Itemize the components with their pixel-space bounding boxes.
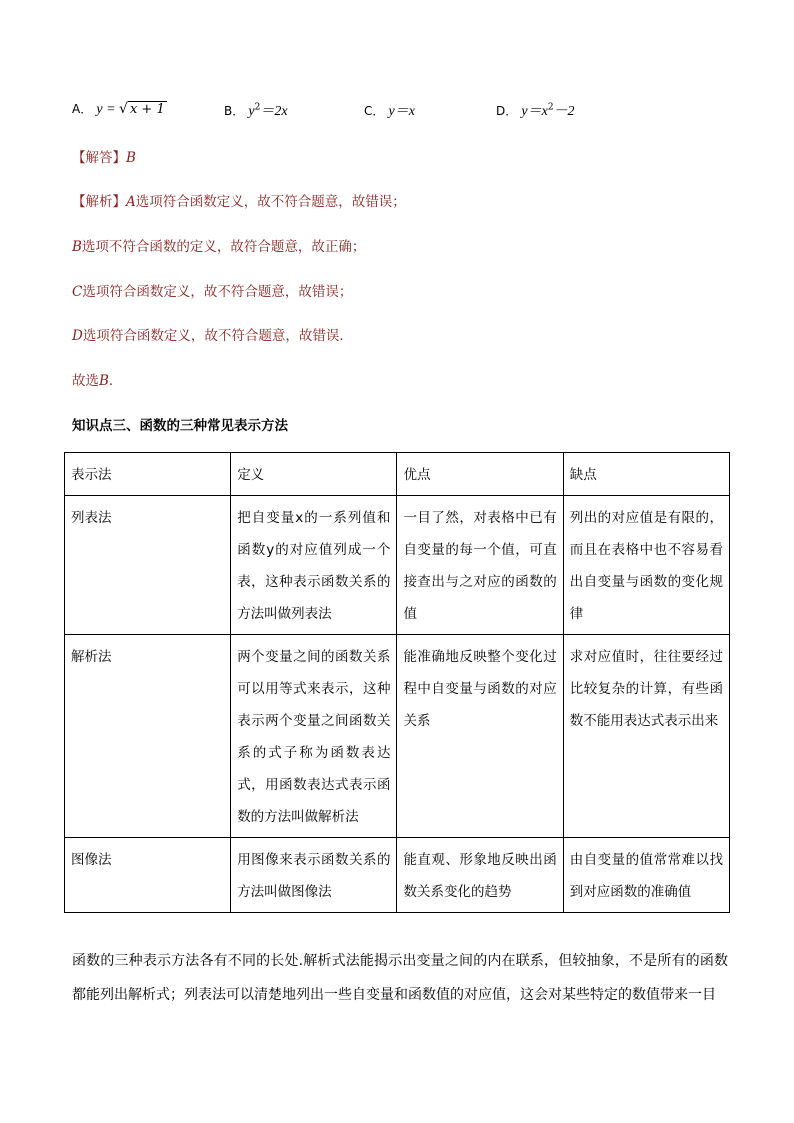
option-a-lhs: y — [96, 102, 103, 117]
option-b-lhs: y — [248, 104, 255, 119]
analysis-line-4 — [72, 324, 353, 344]
analysis-line4-text: 选项符合函数定义，故不符合题意，故错误． — [82, 328, 353, 344]
option-b-exponent: 2 — [254, 102, 261, 113]
option-c-letter: C． — [364, 104, 385, 118]
table-header-cell: 缺点 — [563, 453, 729, 496]
option-d — [496, 100, 575, 120]
option-a — [72, 100, 167, 118]
analysis-line-2 — [72, 235, 365, 255]
option-a-eq: = — [102, 102, 120, 117]
table-cell: 能准确地反映整个变化过程中自变量与函数的对应关系 — [403, 649, 557, 729]
conclusion-prefix: 故选 — [72, 373, 99, 389]
table-cell: 求对应值时，往往要经过比较复杂的计算，有些函数不能用表达式表示出来 — [569, 649, 723, 729]
analysis-line2-text: 选项不符合函数的定义，故符合题意，故正确； — [81, 239, 366, 255]
table-cell: 把自变量x的一系列值和函数y的对应值列成一个表，这种表示函数关系的方法叫做列表法 — [237, 510, 391, 622]
analysis-line4-letter: D — [72, 328, 83, 344]
analysis-line3-letter: C — [72, 284, 83, 300]
table-cell: 列表法 — [65, 496, 231, 635]
table-cell: 解析法 — [65, 635, 231, 838]
option-c — [364, 100, 415, 120]
answer-value: B — [126, 150, 136, 166]
table-cell: 由自变量的值常常难以找到对应函数的准确值 — [569, 852, 723, 900]
answer-options — [72, 100, 732, 124]
option-a-radicand: x + 1 — [129, 102, 165, 117]
table-cell: 一目了然，对表格中已有自变量的每一个值，可直接查出与之对应的函数的值 — [403, 510, 557, 622]
option-d-rest: －2 — [553, 104, 575, 119]
summary-paragraph: 函数的三种表示方法各有不同的长处.解析式法能揭示出变量之间的内在联系，但较抽象，不是所有的函数都能列出解析式；列表法可以清楚地列出一些自变量和函数值的对应值，这会对某些特定的数值带来一目 — [72, 953, 728, 1003]
option-b-rhs: ＝2x — [260, 104, 288, 119]
sqrt-symbol: √ x + 1 — [119, 101, 165, 117]
option-c-expr: y＝x — [388, 104, 415, 119]
answer-line — [72, 146, 136, 166]
analysis-line1-letter: A — [126, 194, 136, 210]
section-title: 知识点三、函数的三种常见表示方法 — [72, 418, 288, 434]
conclusion-suffix: ． — [108, 373, 123, 389]
conclusion-line — [72, 369, 122, 389]
table-cell: 图像法 — [65, 838, 231, 913]
table-header-cell: 优点 — [397, 453, 563, 496]
table-header-cell: 定义 — [231, 453, 397, 496]
analysis-line-1 — [72, 190, 406, 210]
table-row — [65, 838, 730, 913]
answer-label: 【解答】 — [72, 150, 126, 166]
table-row — [65, 635, 730, 838]
table-header-row — [65, 453, 730, 496]
table-header-cell: 表示法 — [65, 453, 231, 496]
option-b — [224, 100, 288, 120]
table-cell: 用图像来表示函数关系的方法叫做图像法 — [237, 852, 391, 900]
option-a-letter: A． — [72, 102, 93, 116]
option-b-letter: B． — [224, 104, 245, 118]
analysis-label: 【解析】 — [72, 194, 126, 210]
analysis-line2-letter: B — [72, 239, 82, 255]
option-d-letter: D． — [496, 104, 518, 118]
table-cell: 两个变量之间的函数关系可以用等式来表示，这种表示两个变量之间函数关系的式子称为函数表达式，用函数表达式表示函数的方法叫做解析法 — [237, 649, 391, 825]
analysis-line1-text: 选项符合函数定义，故不符合题意，故错误； — [135, 194, 406, 210]
analysis-line3-text: 选项符合函数定义，故不符合题意，故错误； — [82, 284, 353, 300]
conclusion-letter: B — [99, 373, 109, 389]
analysis-line-3 — [72, 280, 352, 300]
option-d-expr: y＝x — [521, 104, 548, 119]
representation-methods-table — [64, 452, 730, 913]
table-row — [65, 496, 730, 635]
table-cell: 列出的对应值是有限的，而且在表格中也不容易看出自变量与函数的变化规律 — [569, 510, 723, 622]
option-d-exponent: 2 — [547, 102, 554, 113]
table-cell: 能直观、形象地反映出函数关系变化的趋势 — [403, 852, 557, 900]
